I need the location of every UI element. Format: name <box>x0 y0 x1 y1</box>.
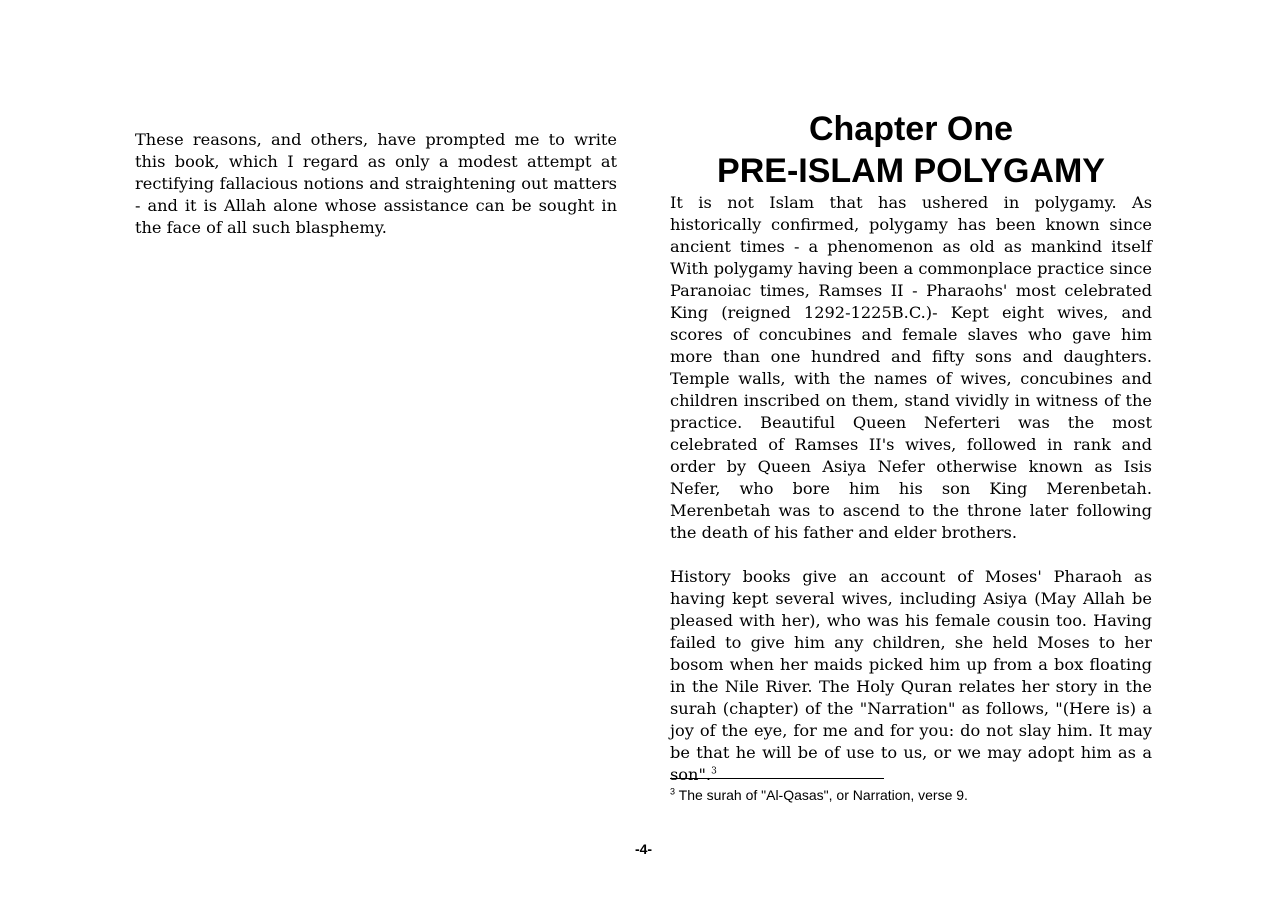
chapter-title: PRE-ISLAM POLYGAMY <box>717 152 1105 190</box>
body-paragraph-2-text: History books give an account of Moses' Pharaoh as having kept several wives, including Asiya (May Allah be pleased with her), who was his female cousin too. Having failed to give him any children, she held Moses to her bosom when her maids picked him up from a box floating in the Nile River. The Holy Quran relates her story in the surah (chapter) of the "Narration" as follows, "(Here is) a joy of the eye, for me and for you: do not slay him. It may be that he will be of use to us, or we may adopt him as a son". <box>670 567 1152 784</box>
page-number: -4- <box>634 841 653 857</box>
left-paragraph: These reasons, and others, have prompted me to write this book, which I regard as only a modest attempt at rectifying fallacious notions and straightening out matters - and it is Allah alone whose assistance can be sought in the face of all such blasphemy. <box>135 130 617 237</box>
body-paragraph-2 <box>670 566 1152 786</box>
chapter-number: Chapter One <box>808 110 1014 148</box>
footnote-divider <box>670 778 884 779</box>
left-page <box>135 129 617 239</box>
body-paragraph-1: It is not Islam that has ushered in polygamy. As historically confirmed, polygamy has been known since ancient times - a phenomenon as old as mankind itself With polygamy having been a commonplace practice since Paranoiac times, Ramses II - Pharaohs' most celebrated King (reigned 1292-1225B.C.)- Kept eight wives, and scores of concubines and female slaves who gave him more than one hundred and fifty sons and daughters. Temple walls, with the names of wives, concubines and children inscribed on them, stand vividly in witness of the practice. Beautiful Queen Neferteri was the most celebrated of Ramses II's wives, followed in rank and order by Queen Asiya Nefer otherwise known as Isis Nefer, who bore him his son King Merenbetah. Merenbetah was to ascend to the throne later following the death of his father and elder brothers. <box>670 193 1152 542</box>
right-page <box>670 108 1152 786</box>
footnote-text: The surah of "Al-Qasas", or Narration, verse 9. <box>675 787 968 803</box>
footnote-number: 3 <box>670 786 676 797</box>
footnote-reference[interactable]: 3 <box>711 766 717 777</box>
footnote <box>670 786 1150 804</box>
